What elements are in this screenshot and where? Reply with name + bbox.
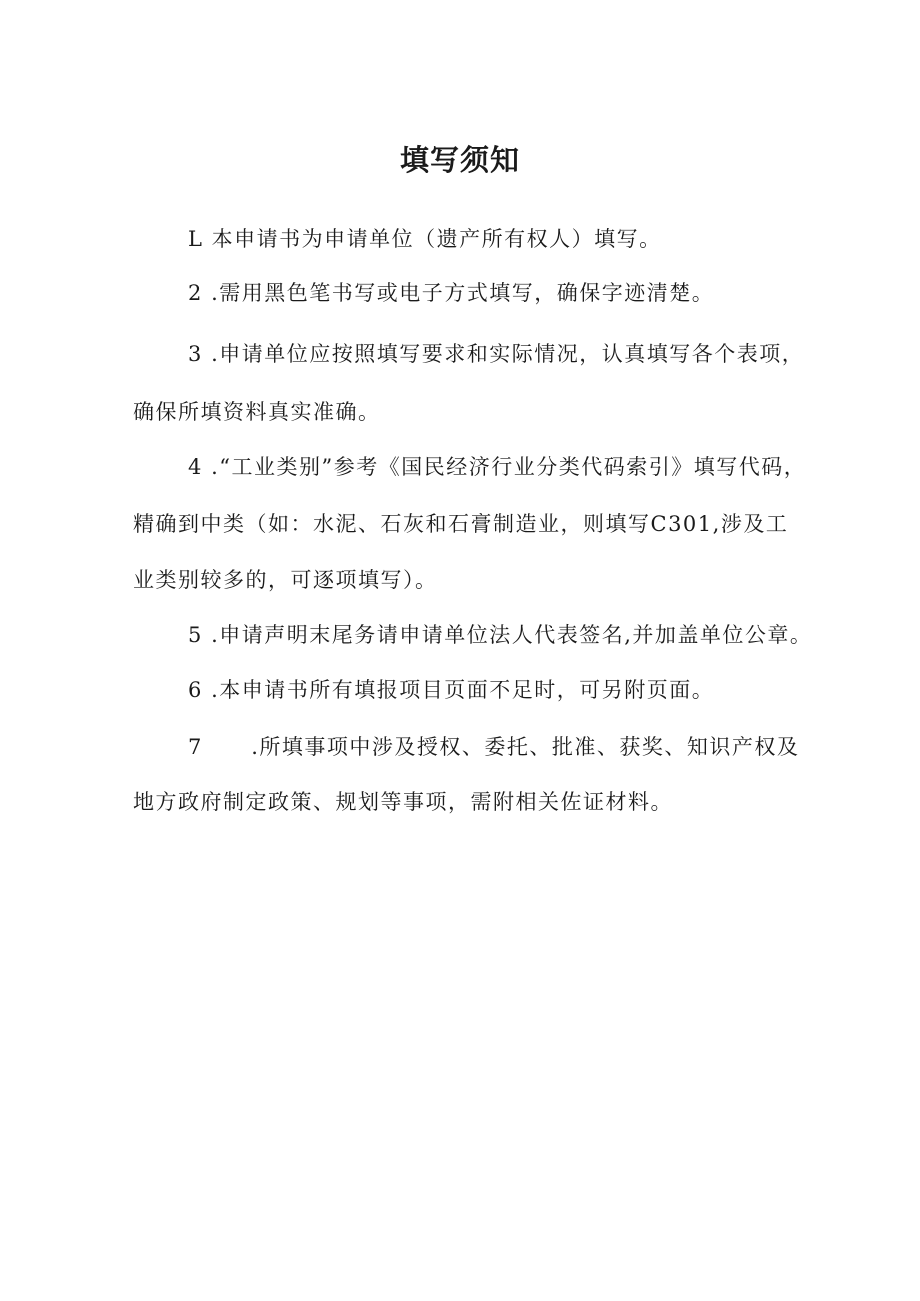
instruction-item-3 bbox=[188, 340, 804, 368]
item-text: .需用黑色笔书写或电子方式填写，确保字迹清楚。 bbox=[211, 281, 715, 305]
instruction-item-4 bbox=[188, 453, 806, 481]
item-number: 5 bbox=[188, 623, 203, 647]
item-text: .申请单位应按照填写要求和实际情况，认真填写各个表项， bbox=[211, 342, 805, 366]
instruction-item-5 bbox=[188, 621, 812, 649]
item-text: .申请声明末尾务请申请单位法人代表签名,并加盖单位公章。 bbox=[211, 623, 813, 647]
item-text: .所填事项中涉及授权、委托、批准、获奖、知识产权及 bbox=[251, 735, 800, 759]
instruction-item-6 bbox=[188, 676, 714, 704]
item-number: 6 bbox=[188, 678, 203, 702]
instruction-item-1 bbox=[188, 225, 662, 253]
item-number: L bbox=[188, 227, 204, 251]
instruction-item-4-continuation: 精确到中类（如：水泥、石灰和石膏制造业，则填写C301,涉及工 bbox=[133, 512, 789, 536]
item-number: 3 bbox=[188, 342, 203, 366]
item-number: 2 bbox=[188, 281, 203, 305]
item-number: 7 bbox=[188, 735, 203, 759]
page-title: 填写须知 bbox=[399, 143, 520, 177]
item-number: 4 bbox=[188, 455, 203, 479]
instruction-item-7 bbox=[188, 733, 799, 761]
item-text: .“工业类别”参考《国民经济行业分类代码索引》填写代码， bbox=[211, 455, 807, 479]
item-text: .本申请书所有填报项目页面不足时，可另附页面。 bbox=[211, 678, 715, 702]
instruction-item-4-continuation: 业类别较多的，可逐项填写）。 bbox=[133, 568, 438, 592]
instruction-item-3-continuation: 确保所填资料真实准确。 bbox=[133, 400, 381, 424]
instruction-item-2 bbox=[188, 279, 714, 307]
item-text: 本申请书为申请单位（遗产所有权人）填写。 bbox=[211, 227, 662, 251]
instruction-item-7-continuation: 地方政府制定政策、规划等事项，需附相关佐证材料。 bbox=[133, 790, 673, 814]
